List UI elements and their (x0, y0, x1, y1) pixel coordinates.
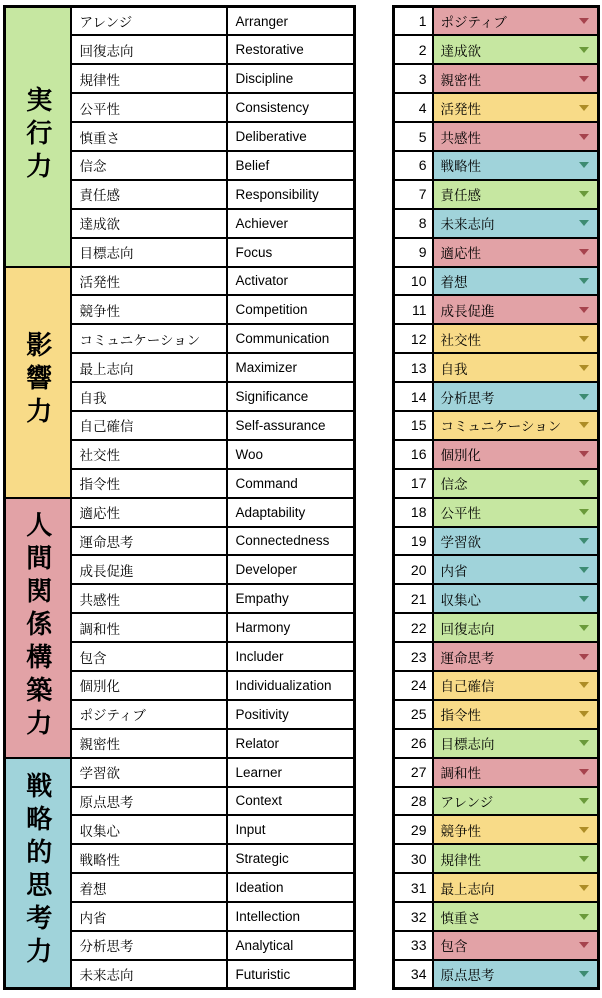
strength-select-cell[interactable] (433, 180, 599, 209)
strength-name-ja: 内省 (71, 902, 227, 931)
strength-select-cell[interactable] (433, 498, 599, 527)
strength-select-cell[interactable] (433, 382, 599, 411)
strength-name-en: Restorative (227, 35, 355, 64)
dropdown-arrow-icon[interactable] (579, 596, 589, 602)
ranking-row (394, 498, 599, 527)
strength-select-cell[interactable] (433, 613, 599, 642)
selected-strength-label: 目標志向 (440, 737, 495, 753)
strength-select-cell[interactable] (433, 209, 599, 238)
selected-strength-label: 着想 (440, 274, 468, 290)
strength-select-cell[interactable] (433, 584, 599, 613)
strength-name-en: Activator (227, 267, 355, 296)
dropdown-arrow-icon[interactable] (579, 509, 589, 515)
strength-name-ja: 公平性 (71, 93, 227, 122)
category-label: 実行力 (22, 85, 53, 185)
category-header-executing (5, 7, 71, 267)
rank-number: 4 (394, 93, 433, 122)
strength-name-en: Relator (227, 729, 355, 758)
category-header-relationship (5, 498, 71, 758)
strength-name-ja: 運命思考 (71, 527, 227, 556)
strength-name-ja: 自我 (71, 382, 227, 411)
strength-name-en: Maximizer (227, 353, 355, 382)
strength-select-cell[interactable] (433, 787, 599, 816)
strength-select-cell[interactable] (433, 151, 599, 180)
strength-name-ja: 回復志向 (71, 35, 227, 64)
rank-number: 26 (394, 729, 433, 758)
strength-select-cell[interactable] (433, 873, 599, 902)
strength-name-en: Futuristic (227, 960, 355, 989)
rank-number: 15 (394, 411, 433, 440)
strength-name-ja: 未来志向 (71, 960, 227, 989)
selected-strength-label: 社交性 (440, 332, 481, 348)
selected-strength-label: 内省 (440, 563, 468, 579)
rank-number: 7 (394, 180, 433, 209)
strength-name-en: Harmony (227, 613, 355, 642)
rank-number: 31 (394, 873, 433, 902)
ranking-row (394, 873, 599, 902)
strength-name-ja: 目標志向 (71, 238, 227, 267)
rank-number: 11 (394, 295, 433, 324)
legend-table-body (5, 7, 355, 989)
strength-name-ja: 最上志向 (71, 353, 227, 382)
rank-number: 28 (394, 787, 433, 816)
ranking-row (394, 469, 599, 498)
strength-select-cell[interactable] (433, 440, 599, 469)
ranking-row (394, 527, 599, 556)
selected-strength-label: 未来志向 (440, 217, 495, 233)
strength-name-en: Responsibility (227, 180, 355, 209)
category-header-strategic (5, 758, 71, 989)
selected-strength-label: 共感性 (440, 130, 481, 146)
category-label: 影響力 (22, 331, 53, 431)
strength-name-en: Adaptability (227, 498, 355, 527)
rank-number: 27 (394, 758, 433, 787)
strength-name-ja: 分析思考 (71, 931, 227, 960)
dropdown-arrow-icon[interactable] (579, 625, 589, 631)
ranking-row (394, 295, 599, 324)
rank-number: 19 (394, 527, 433, 556)
strength-name-en: Focus (227, 238, 355, 267)
selected-strength-label: 分析思考 (440, 390, 495, 406)
strength-name-en: Input (227, 815, 355, 844)
strength-name-en: Includer (227, 642, 355, 671)
dropdown-arrow-icon[interactable] (579, 394, 589, 400)
rank-number: 32 (394, 902, 433, 931)
dropdown-arrow-icon[interactable] (579, 914, 589, 920)
rank-number: 24 (394, 671, 433, 700)
strength-name-ja: 個別化 (71, 671, 227, 700)
strength-name-ja: 活発性 (71, 267, 227, 296)
strength-select-cell[interactable] (433, 671, 599, 700)
selected-strength-label: 原点思考 (440, 968, 495, 984)
ranking-row (394, 267, 599, 296)
dropdown-arrow-icon[interactable] (579, 971, 589, 977)
selected-strength-label: ポジティブ (440, 15, 507, 31)
selected-strength-label: 親密性 (440, 72, 481, 88)
rank-number: 5 (394, 122, 433, 151)
strength-name-ja: 原点思考 (71, 787, 227, 816)
strength-select-cell[interactable] (433, 295, 599, 324)
category-header-influencing (5, 267, 71, 498)
strength-name-ja: 包含 (71, 642, 227, 671)
strength-select-cell[interactable] (433, 267, 599, 296)
dropdown-arrow-icon[interactable] (579, 885, 589, 891)
dropdown-arrow-icon[interactable] (579, 856, 589, 862)
strength-name-en: Woo (227, 440, 355, 469)
selected-strength-label: 信念 (440, 477, 468, 493)
legend-row (5, 498, 355, 527)
rank-number: 30 (394, 844, 433, 873)
strength-name-en: Analytical (227, 931, 355, 960)
ranking-row (394, 7, 599, 36)
strength-select-cell[interactable] (433, 700, 599, 729)
dropdown-arrow-icon[interactable] (579, 654, 589, 660)
strength-select-cell[interactable] (433, 642, 599, 671)
dropdown-arrow-icon[interactable] (579, 942, 589, 948)
dropdown-arrow-icon[interactable] (579, 336, 589, 342)
strength-name-en: Ideation (227, 873, 355, 902)
strength-name-ja: 成長促進 (71, 555, 227, 584)
category-label: 戦略的思考力 (22, 772, 53, 971)
dropdown-arrow-icon[interactable] (579, 365, 589, 371)
selected-strength-label: 適応性 (440, 246, 481, 262)
dropdown-arrow-icon[interactable] (579, 134, 589, 140)
ranking-row (394, 902, 599, 931)
ranking-row (394, 931, 599, 960)
dropdown-arrow-icon[interactable] (579, 451, 589, 457)
strength-select-cell[interactable] (433, 844, 599, 873)
dropdown-arrow-icon[interactable] (579, 769, 589, 775)
selected-strength-label: 成長促進 (440, 303, 495, 319)
strength-name-en: Communication (227, 324, 355, 353)
strength-name-ja: 親密性 (71, 729, 227, 758)
strength-name-en: Discipline (227, 64, 355, 93)
dropdown-arrow-icon[interactable] (579, 220, 589, 226)
strength-name-ja: ポジティブ (71, 700, 227, 729)
dropdown-arrow-icon[interactable] (579, 249, 589, 255)
strength-select-cell[interactable] (433, 238, 599, 267)
strength-name-ja: 信念 (71, 151, 227, 180)
strength-name-ja: 調和性 (71, 613, 227, 642)
strength-name-ja: 責任感 (71, 180, 227, 209)
ranking-row (394, 64, 599, 93)
strengths-ranking-table (392, 5, 600, 990)
rank-number: 1 (394, 7, 433, 36)
strength-name-en: Strategic (227, 844, 355, 873)
ranking-row (394, 382, 599, 411)
rank-number: 8 (394, 209, 433, 238)
selected-strength-label: 責任感 (440, 188, 481, 204)
strength-name-en: Intellection (227, 902, 355, 931)
rank-number: 20 (394, 555, 433, 584)
rank-number: 17 (394, 469, 433, 498)
selected-strength-label: 自我 (440, 361, 468, 377)
strength-select-cell[interactable] (433, 7, 599, 36)
strength-select-cell[interactable] (433, 815, 599, 844)
strength-name-en: Achiever (227, 209, 355, 238)
selected-strength-label: 活発性 (440, 101, 481, 117)
ranking-row (394, 642, 599, 671)
ranking-row (394, 440, 599, 469)
ranking-row (394, 815, 599, 844)
strength-name-en: Belief (227, 151, 355, 180)
ranking-row (394, 238, 599, 267)
strength-name-en: Command (227, 469, 355, 498)
rank-number: 34 (394, 960, 433, 989)
selected-strength-label: 自己確信 (440, 679, 495, 695)
dropdown-arrow-icon[interactable] (579, 18, 589, 24)
ranking-row (394, 700, 599, 729)
strength-name-ja: 競争性 (71, 295, 227, 324)
rank-number: 22 (394, 613, 433, 642)
ranking-row (394, 960, 599, 989)
selected-strength-label: 個別化 (440, 448, 481, 464)
strength-name-en: Deliberative (227, 122, 355, 151)
strength-name-en: Positivity (227, 700, 355, 729)
strength-name-ja: 適応性 (71, 498, 227, 527)
rank-number: 10 (394, 267, 433, 296)
ranking-row (394, 35, 599, 64)
selected-strength-label: 収集心 (440, 592, 481, 608)
strength-name-en: Significance (227, 382, 355, 411)
ranking-row (394, 209, 599, 238)
strength-name-ja: 規律性 (71, 64, 227, 93)
rank-number: 2 (394, 35, 433, 64)
rank-number: 9 (394, 238, 433, 267)
rank-number: 23 (394, 642, 433, 671)
strength-select-cell[interactable] (433, 729, 599, 758)
strength-select-cell[interactable] (433, 35, 599, 64)
ranking-row (394, 729, 599, 758)
selected-strength-label: 慎重さ (440, 910, 481, 926)
rank-number: 14 (394, 382, 433, 411)
selected-strength-label: 最上志向 (440, 881, 495, 897)
dropdown-arrow-icon[interactable] (579, 307, 589, 313)
dropdown-arrow-icon[interactable] (579, 567, 589, 573)
ranking-row (394, 844, 599, 873)
selected-strength-label: 規律性 (440, 852, 481, 868)
selected-strength-label: 回復志向 (440, 621, 495, 637)
strength-name-en: Connectedness (227, 527, 355, 556)
strength-select-cell[interactable] (433, 931, 599, 960)
strength-name-en: Context (227, 787, 355, 816)
strength-name-en: Consistency (227, 93, 355, 122)
dropdown-arrow-icon[interactable] (579, 827, 589, 833)
category-label: 人間関係構築力 (22, 510, 53, 742)
dropdown-arrow-icon[interactable] (579, 682, 589, 688)
rank-number: 13 (394, 353, 433, 382)
strength-name-en: Individualization (227, 671, 355, 700)
rank-number: 18 (394, 498, 433, 527)
ranking-row (394, 180, 599, 209)
strength-name-ja: アレンジ (71, 7, 227, 36)
selected-strength-label: 達成欲 (440, 43, 481, 59)
dropdown-arrow-icon[interactable] (579, 798, 589, 804)
strengths-legend-table (3, 5, 356, 990)
strength-name-ja: 学習欲 (71, 758, 227, 787)
strength-name-en: Competition (227, 295, 355, 324)
dropdown-arrow-icon[interactable] (579, 162, 589, 168)
strength-name-en: Developer (227, 555, 355, 584)
ranking-row (394, 787, 599, 816)
rank-number: 3 (394, 64, 433, 93)
rank-number: 12 (394, 324, 433, 353)
strength-select-cell[interactable] (433, 411, 599, 440)
strength-name-en: Empathy (227, 584, 355, 613)
selected-strength-label: 学習欲 (440, 534, 481, 550)
ranking-row (394, 93, 599, 122)
strength-name-ja: 収集心 (71, 815, 227, 844)
strength-select-cell[interactable] (433, 469, 599, 498)
rank-number: 33 (394, 931, 433, 960)
ranking-row (394, 671, 599, 700)
dropdown-arrow-icon[interactable] (579, 76, 589, 82)
legend-row (5, 758, 355, 787)
selected-strength-label: 指令性 (440, 708, 481, 724)
strength-select-cell[interactable] (433, 122, 599, 151)
dropdown-arrow-icon[interactable] (579, 47, 589, 53)
dropdown-arrow-icon[interactable] (579, 711, 589, 717)
strength-name-ja: 指令性 (71, 469, 227, 498)
selected-strength-label: 戦略性 (440, 159, 481, 175)
selected-strength-label: 公平性 (440, 506, 481, 522)
strength-select-cell[interactable] (433, 960, 599, 989)
ranking-row (394, 758, 599, 787)
selected-strength-label: コミュニケーション (440, 419, 562, 435)
selected-strength-label: アレンジ (440, 794, 494, 810)
dropdown-arrow-icon[interactable] (579, 105, 589, 111)
ranking-row (394, 151, 599, 180)
selected-strength-label: 調和性 (440, 766, 481, 782)
selected-strength-label: 包含 (440, 939, 468, 955)
strength-name-en: Arranger (227, 7, 355, 36)
strength-name-ja: コミュニケーション (71, 324, 227, 353)
strength-name-ja: 戦略性 (71, 844, 227, 873)
strength-select-cell[interactable] (433, 93, 599, 122)
ranking-table-body (394, 7, 599, 989)
dropdown-arrow-icon[interactable] (579, 538, 589, 544)
strength-select-cell[interactable] (433, 902, 599, 931)
ranking-row (394, 353, 599, 382)
ranking-row (394, 324, 599, 353)
rank-number: 16 (394, 440, 433, 469)
ranking-row (394, 122, 599, 151)
dropdown-arrow-icon[interactable] (579, 278, 589, 284)
strength-name-ja: 共感性 (71, 584, 227, 613)
dropdown-arrow-icon[interactable] (579, 422, 589, 428)
dropdown-arrow-icon[interactable] (579, 191, 589, 197)
rank-number: 21 (394, 584, 433, 613)
strength-name-ja: 達成欲 (71, 209, 227, 238)
strength-select-cell[interactable] (433, 353, 599, 382)
ranking-row (394, 555, 599, 584)
ranking-row (394, 584, 599, 613)
strength-name-en: Self-assurance (227, 411, 355, 440)
strength-select-cell[interactable] (433, 324, 599, 353)
dropdown-arrow-icon[interactable] (579, 740, 589, 746)
ranking-row (394, 613, 599, 642)
strength-select-cell[interactable] (433, 758, 599, 787)
legend-row (5, 7, 355, 36)
ranking-row (394, 411, 599, 440)
strength-name-ja: 自己確信 (71, 411, 227, 440)
rank-number: 29 (394, 815, 433, 844)
strength-select-cell[interactable] (433, 64, 599, 93)
strength-name-ja: 慎重さ (71, 122, 227, 151)
selected-strength-label: 競争性 (440, 823, 481, 839)
strength-name-en: Learner (227, 758, 355, 787)
selected-strength-label: 運命思考 (440, 650, 495, 666)
strength-select-cell[interactable] (433, 555, 599, 584)
dropdown-arrow-icon[interactable] (579, 480, 589, 486)
strength-name-ja: 社交性 (71, 440, 227, 469)
rank-number: 6 (394, 151, 433, 180)
rank-number: 25 (394, 700, 433, 729)
strength-name-ja: 着想 (71, 873, 227, 902)
legend-row (5, 267, 355, 296)
strength-select-cell[interactable] (433, 527, 599, 556)
